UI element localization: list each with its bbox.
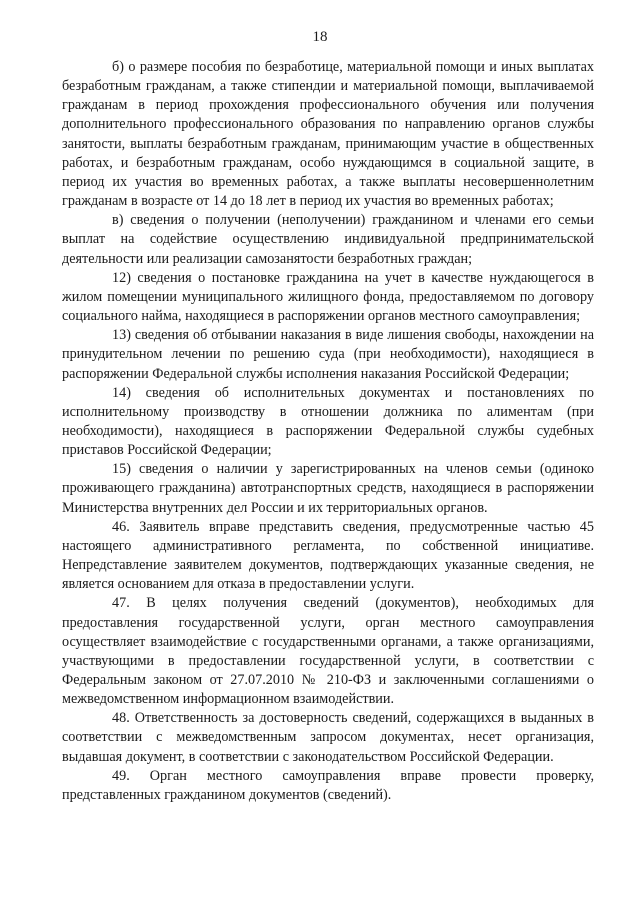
paragraph-item-15: 15) сведения о наличии у зарегистрированных на членов семьи (одиноко проживающего гражданина) автотранспортных средств, находящиеся в распоряжении Министерства внутренних дел России и их территориальных органов.: [62, 461, 594, 516]
document-body: [62, 58, 594, 805]
paragraph-item-13: 13) сведения об отбывании наказания в виде лишения свободы, нахождении на принудительном лечении по решению суда (при необходимости), находящиеся в распоряжении Федеральной службы исполнения наказания Российской Федерации;: [62, 327, 594, 382]
page-number: 18: [312, 29, 328, 45]
paragraph-item-12: 12) сведения о постановке гражданина на учет в качестве нуждающегося в жилом помещении муниципального жилищного фонда, предоставляемом по договору социального найма, находящиеся в распоряжении органов местного самоуправления;: [62, 269, 594, 325]
paragraph-clause-49: 49. Орган местного самоуправления вправе провести проверку, представленных гражданином документов (сведений).: [62, 767, 594, 803]
paragraph-clause-46: 46. Заявитель вправе представить сведения, предусмотренные частью 45 настоящего административного регламента, по собственной инициативе. Непредставление заявителем документов, подтверждающих указанные сведения, не является основанием для отказа в предоставлении услуги.: [62, 518, 594, 593]
paragraph-clause-47: 47. В целях получения сведений (документов), необходимых для предоставления государственной услуги, орган местного самоуправления осуществляет взаимодействие с государственными органами, а также организациями, участвующими в предоставлении государственной услуги, в соответствии с Федеральным законом от 27.07.2010 № 210-ФЗ и заключенными соглашениями о межведомственном информационном взаимодействии.: [62, 595, 594, 708]
paragraph-subitem-b: б) о размере пособия по безработице, материальной помощи и иных выплатах безработным гражданам, а также стипендии и материальной помощи, выплачиваемой гражданам в период прохождения профессионального обучения или получения дополнительного профессионального образования по направлению органов службы занятости, выплаты безработным гражданам, принимающим участие в общественных работах, и безработным гражданам, особо нуждающимся в социальной защите, в период их участия во временных работах, а также выплаты несовершеннолетним гражданам в возрасте от 14 до 18 лет в период их участия во временных работах;: [62, 59, 594, 210]
paragraph-subitem-v: в) сведения о получении (неполучении) гражданином и членами его семьи выплат на содействие осуществлению индивидуальной предпринимательской деятельности или реализации самозанятости безработных граждан;: [62, 212, 594, 267]
paragraph-clause-48: 48. Ответственность за достоверность сведений, содержащихся в выданных в соответствии с межведомственным запросом документах, несет организация, выдавшая документ, в соответствии с законодательством Российской Федерации.: [62, 710, 594, 765]
paragraph-item-14: 14) сведения об исполнительных документах и постановлениях по исполнительному производству в отношении должника по алиментам (при необходимости), находящиеся в распоряжении Федеральной службы судебных приставов Российской Федерации;: [62, 384, 594, 459]
